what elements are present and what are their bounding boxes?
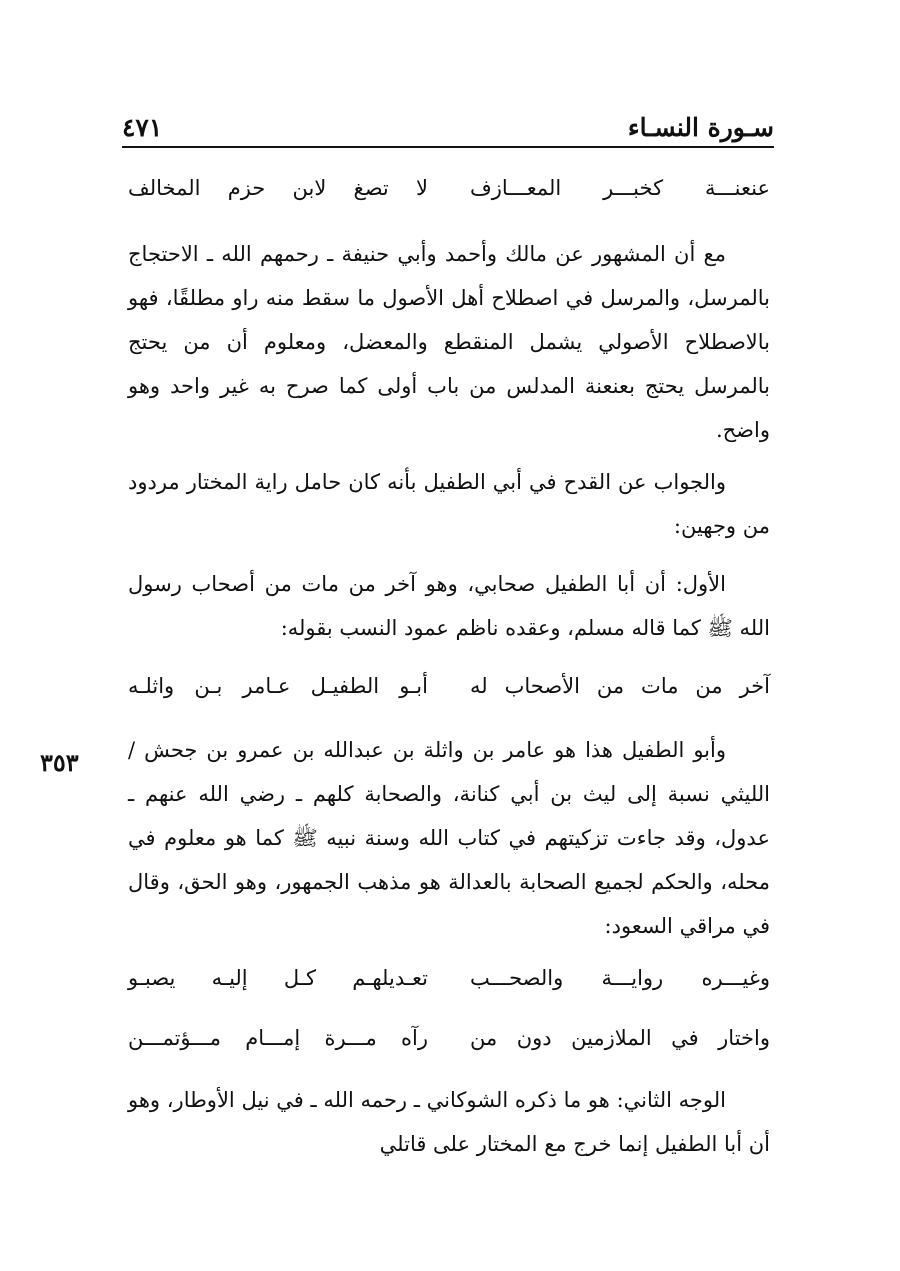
verse-first-hemistich: آخر من مات من الأصحاب له	[470, 674, 770, 698]
margin-page-reference: ٣٥٣	[40, 748, 79, 777]
surah-title: سـورة النسـاء	[627, 113, 774, 142]
verse-line	[128, 166, 770, 210]
verse-line	[128, 956, 770, 1000]
verse-first-hemistich: واختار في الملازمين دون من	[470, 1026, 770, 1050]
verse-second-hemistich: لا تصغ لابن حزم المخالف	[128, 176, 428, 200]
verse-first-hemistich: وغيـــره روايـــة والصحـــب	[470, 966, 770, 990]
paragraph: الوجه الثاني: هو ما ذكره الشوكاني ـ رحمه الله ـ في نيل الأوطار، وهو أن أبا الطفيل إنما خرج مع المختار على قاتلي	[128, 1088, 770, 1156]
verse-second-hemistich: تعـديلهـم كـل إليـه يصبـو	[128, 966, 428, 990]
paragraph: وأبو الطفيل هذا هو عامر بن واثلة بن عبدالله بن عمرو بن جحش / الليثي نسبة إلى ليث بن أبي كنانة، والصحابة كلهم ـ رضي الله عنهم ـ عدول، وقد جاءت تزكيتهم في كتاب الله وسنة نبيه ﷺ كما هو معلوم في محله، والحكم لجميع الصحابة بالعدالة هو مذهب الجمهور، وهو الحق، وقال في مراقي السعود:	[128, 738, 770, 938]
verse-line	[128, 1016, 770, 1060]
page-header	[122, 96, 774, 148]
page-number: ٤٧١	[122, 113, 163, 142]
verse-first-hemistich: عنعنـــة كخبـــر المعـــازف	[470, 176, 770, 200]
paragraph: مع أن المشهور عن مالك وأحمد وأبي حنيفة ـ رحمهم الله ـ الاحتجاج بالمرسل، والمرسل في اصطلاح أهل الأصول ما سقط منه راو مطلقًا، فهو بالاصطلاح الأصولي يشمل المنقطع والمعضل، ومعلوم أن من يحتج بالمرسل يحتج بعنعنة المدلس من باب أولى كما صرح به غير واحد وهو واضح.	[128, 242, 770, 442]
verse-second-hemistich: رآه مـــرة إمـــام مـــؤتمـــن	[128, 1026, 428, 1050]
verse-line	[128, 664, 770, 708]
paragraph: والجواب عن القدح في أبي الطفيل بأنه كان حامل راية المختار مردود من وجهين:	[128, 470, 770, 538]
paragraph: الأول: أن أبا الطفيل صحابي، وهو آخر من مات من أصحاب رسول الله ﷺ كما قاله مسلم، وعقده ناظم عمود النسب بقوله:	[128, 572, 770, 640]
verse-second-hemistich: أبـو الطفيـل عـامر بـن واثلـه	[128, 674, 428, 698]
